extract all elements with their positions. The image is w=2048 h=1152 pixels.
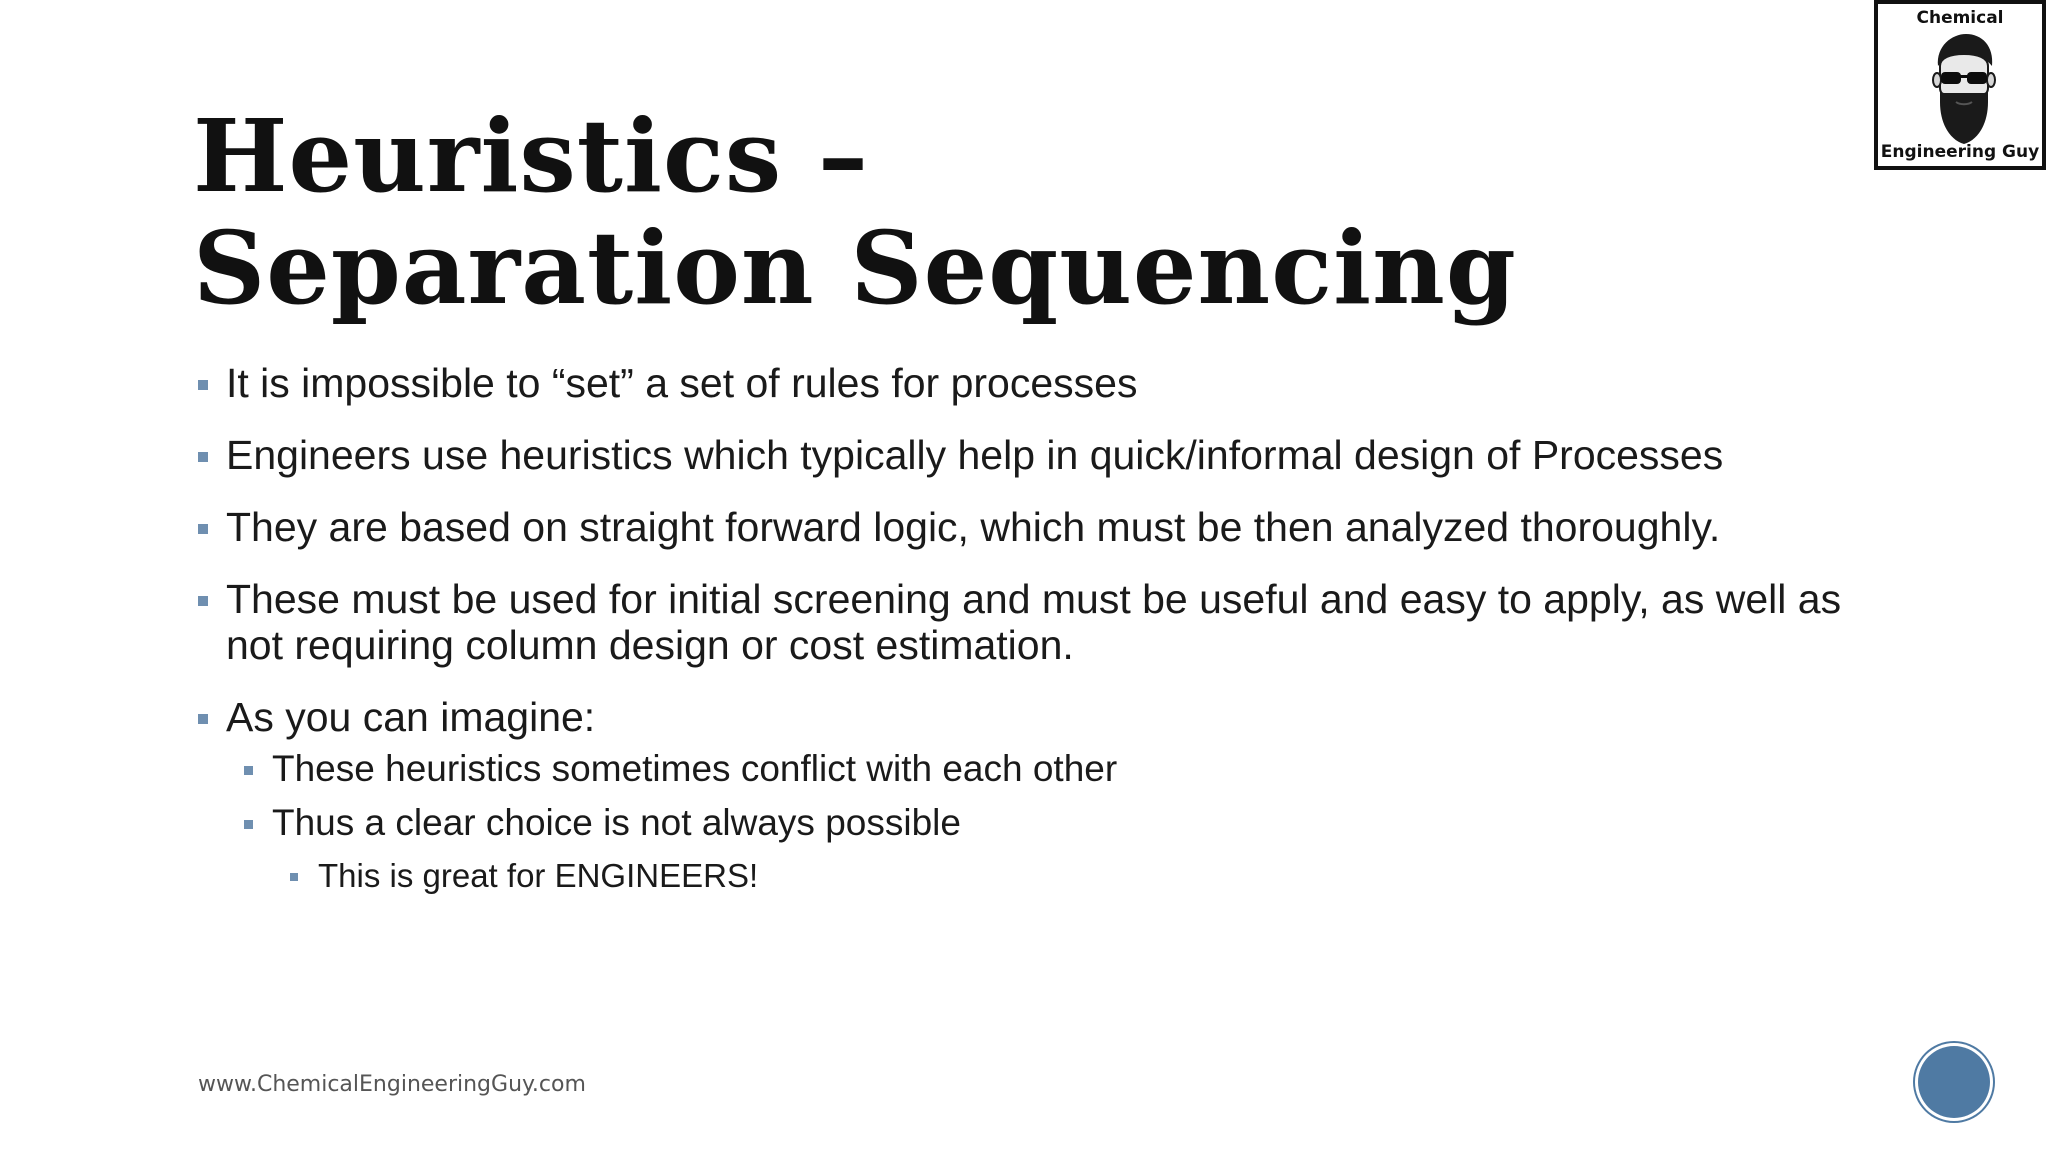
title-line-2: Separation Sequencing <box>193 209 1517 327</box>
bullet-text: As you can imagine: <box>226 694 596 740</box>
bullet-square-icon <box>198 452 208 462</box>
bullet-text: Thus a clear choice is not always possible <box>272 802 961 843</box>
bullet-list <box>196 360 1876 906</box>
bullet-item <box>196 432 1876 478</box>
sub-sub-bullet-item <box>288 856 1876 896</box>
slide-number-circle <box>1918 1046 1990 1118</box>
bullet-square-icon <box>244 820 253 829</box>
bullet-item <box>196 360 1876 406</box>
bullet-square-icon <box>198 714 208 724</box>
bullet-text: Engineers use heuristics which typically help in quick/informal design of Processes <box>226 432 1724 478</box>
bullet-item <box>196 504 1876 550</box>
channel-logo <box>1874 0 2046 170</box>
bullet-text: This is great for ENGINEERS! <box>318 857 759 894</box>
slide-title <box>193 97 1693 327</box>
bullet-text: These must be used for initial screening and must be useful and easy to apply, as well as not requiring column design or cost estimation. <box>226 576 1842 668</box>
bullet-item <box>196 694 1876 740</box>
sub-bullet-item <box>242 802 1876 844</box>
bearded-face-icon <box>1924 32 2004 148</box>
sub-bullet-item <box>242 748 1876 790</box>
footer-url: www.ChemicalEngineeringGuy.com <box>198 1072 586 1097</box>
bullet-item <box>196 576 1876 668</box>
title-line-1: Heuristics – <box>193 97 869 215</box>
bullet-square-icon <box>198 380 208 390</box>
bullet-text: They are based on straight forward logic, which must be then analyzed thoroughly. <box>226 504 1721 550</box>
bullet-square-icon <box>198 596 208 606</box>
bullet-square-icon <box>198 524 208 534</box>
logo-top-text: Chemical <box>1916 8 2004 28</box>
bullet-square-icon <box>244 766 253 775</box>
logo-bottom-text: Engineering Guy <box>1880 142 2040 162</box>
bullet-text: It is impossible to “set” a set of rules for processes <box>226 360 1138 406</box>
bullet-text: These heuristics sometimes conflict with each other <box>272 748 1118 789</box>
bullet-square-icon <box>290 873 298 881</box>
